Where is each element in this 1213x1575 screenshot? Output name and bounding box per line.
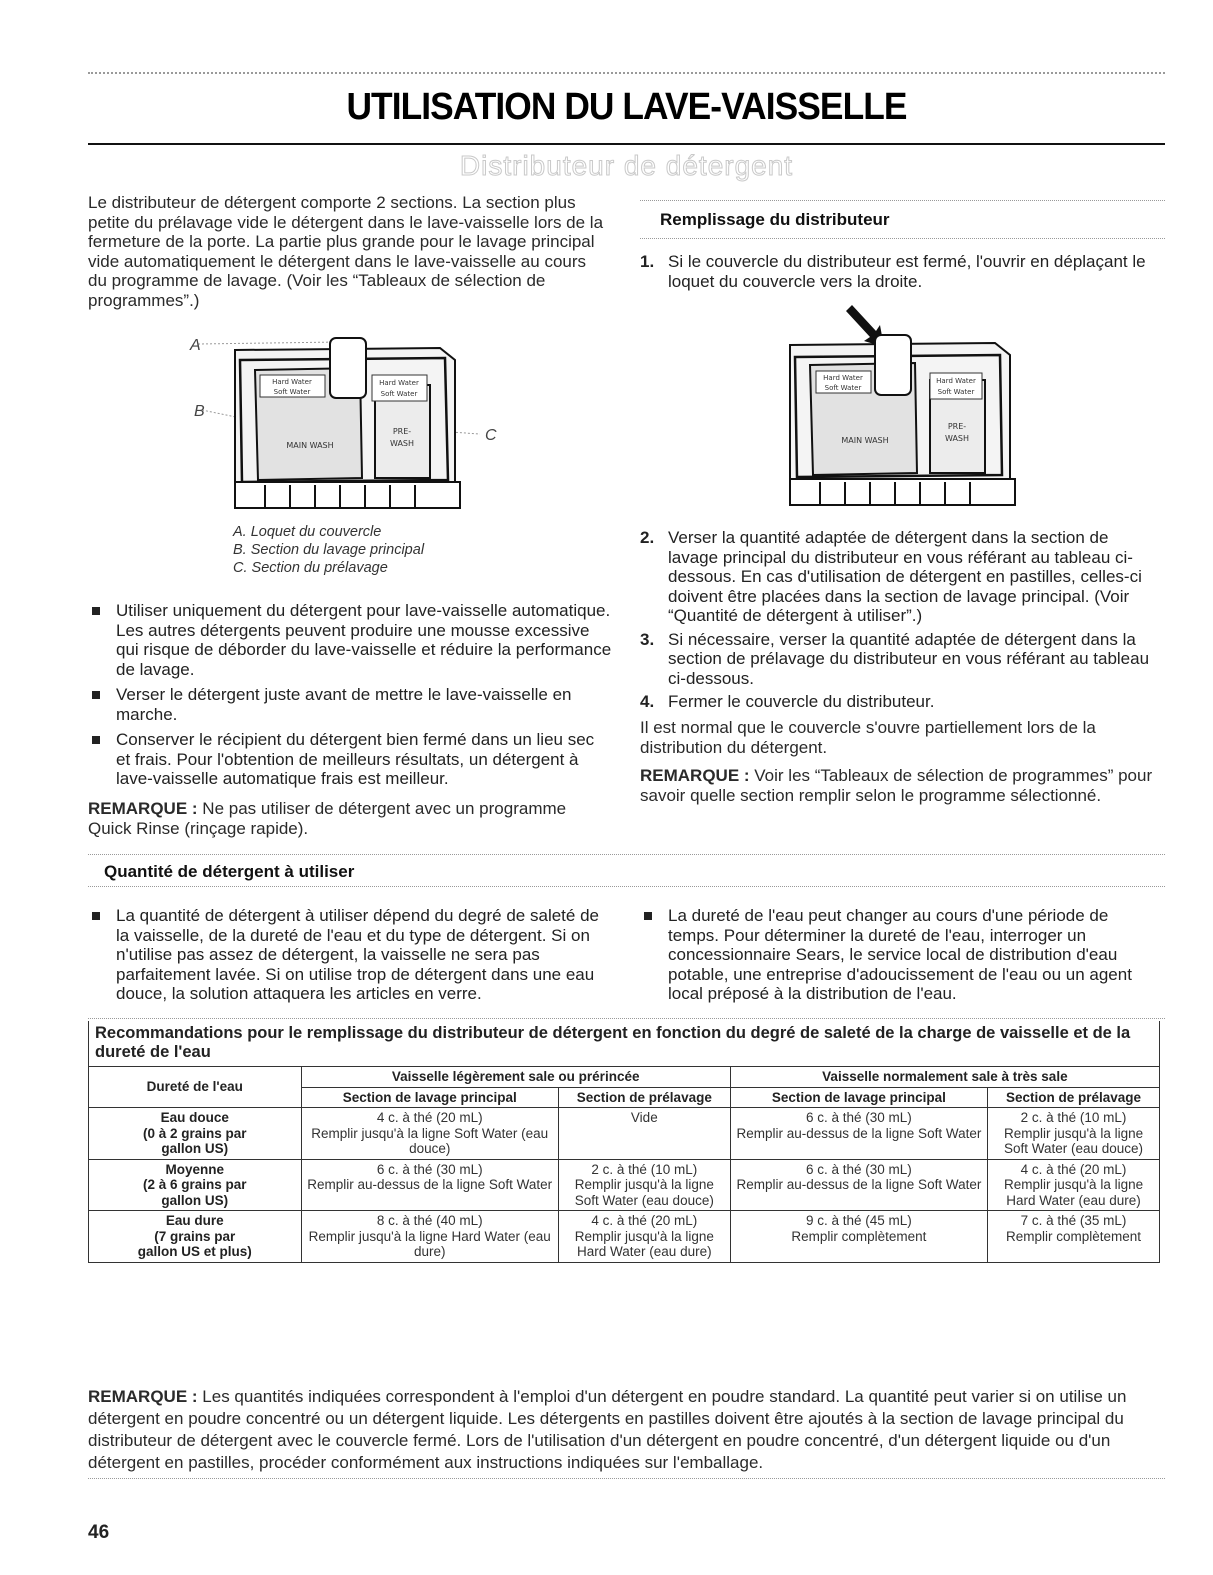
hard-water-label-d: Hard Water bbox=[936, 377, 976, 385]
soft-water-label-c: Soft Water bbox=[824, 384, 862, 392]
filling-step-2: 2. Verser la quantité adaptée de détergent dans la section de lavage principal du distributeur en vous référant au tableau ci-dessous. En cas d'utilisation de détergent en pastilles, celles-ci doivent être placées dans la section de lavage principal. (Voir “Quantité de détergent à utiliser”.) bbox=[640, 528, 1142, 625]
caption-b: B. Section du lavage principal bbox=[233, 542, 425, 558]
light-pre-cell: 2 c. à thé (10 mL) Remplir jusqu'à la ligne Soft Water (eau douce) bbox=[558, 1159, 730, 1211]
left-note-text: Ne pas utiliser de détergent avec un programme Quick Rinse (rinçage rapide). bbox=[88, 799, 567, 838]
quantity-bottom-divider bbox=[88, 886, 1165, 887]
bottom-note-label: REMARQUE : bbox=[88, 1387, 198, 1406]
normal-main-cell: 9 c. à thé (45 mL) Remplir complètement bbox=[730, 1211, 987, 1263]
light-main-cell: 6 c. à thé (30 mL) Remplir au-dessus de la ligne Soft Water bbox=[301, 1159, 558, 1211]
filling-after-text: Il est normal que le couvercle s'ouvre partiellement lors de la distribution du détergent. bbox=[640, 718, 1096, 757]
pre-label-right: PRE- bbox=[947, 422, 967, 431]
hard-water-label-b: Hard Water bbox=[379, 379, 419, 387]
caption-c: C. Section du prélavage bbox=[233, 560, 388, 576]
wash-label: WASH bbox=[389, 439, 415, 448]
filling-bottom-divider bbox=[640, 238, 1165, 239]
intro-paragraph: Le distributeur de détergent comporte 2 sections. La section plus petite du prélavage vide le détergent dans le lave-vaisselle lors de la fermeture de la porte. La partie plus grande pour le lavage principal vide automatiquement le détergent dans le lave-vaisselle au cours du programme de lavage. (Voir les “Tableaux de sélection de programmes”.) bbox=[88, 193, 604, 310]
left-bullet-3: Conserver le récipient du détergent bien fermé dans un lieu sec et frais. Pour l'obtention de meilleurs résultats, un détergent à lave-vaisselle automatique frais est meilleur. bbox=[88, 730, 613, 789]
soft-water-label-a: Soft Water bbox=[273, 388, 311, 396]
dispenser-illustration-right bbox=[780, 305, 1020, 520]
filling-heading: Remplissage du distributeur bbox=[660, 210, 890, 229]
quantity-right-list bbox=[640, 906, 1162, 1010]
filling-step-4: 4. Fermer le couvercle du distributeur. bbox=[640, 692, 935, 711]
callout-b: B bbox=[194, 403, 205, 420]
filling-top-divider bbox=[640, 200, 1165, 201]
left-bullet-list bbox=[88, 601, 613, 795]
left-bullet-1: Utiliser uniquement du détergent pour lave-vaisselle automatique. Les autres détergents peuvent produire une mousse excessive qui risque de déborder du lave-vaisselle et réduire la performance de lavage. bbox=[88, 601, 613, 679]
group-normal-header: Vaisselle normalement sale à très sale bbox=[730, 1067, 1159, 1088]
table-row bbox=[89, 1159, 1160, 1211]
soft-water-label-d: Soft Water bbox=[937, 388, 975, 396]
light-main-cell: 8 c. à thé (40 mL) Remplir jusqu'à la ligne Hard Water (eau dure) bbox=[301, 1211, 558, 1263]
figure-captions bbox=[233, 523, 533, 577]
filling-step-1: 1. Si le couvercle du distributeur est fermé, l'ouvrir en déplaçant le loquet du couvercle vers la droite. bbox=[640, 252, 1146, 291]
filling-note-label: REMARQUE : bbox=[640, 766, 750, 785]
filling-note bbox=[640, 766, 1160, 805]
main-wash-label: MAIN WASH bbox=[286, 441, 334, 450]
quantity-heading: Quantité de détergent à utiliser bbox=[104, 862, 355, 881]
table-top-divider bbox=[88, 1018, 1165, 1019]
dispenser-drawing-open bbox=[780, 305, 1020, 520]
recommendation-table bbox=[88, 1021, 1160, 1263]
group-light-header: Vaisselle légèrement sale ou prérincée bbox=[301, 1067, 730, 1088]
light-pre-cell: 4 c. à thé (20 mL) Remplir jusqu'à la ligne Hard Water (eau dure) bbox=[558, 1211, 730, 1263]
sub-normal-main-header: Section de lavage principal bbox=[730, 1087, 987, 1108]
col-hardness-header: Dureté de l'eau bbox=[89, 1067, 302, 1108]
left-note-label: REMARQUE : bbox=[88, 799, 198, 818]
normal-main-cell: 6 c. à thé (30 mL) Remplir au-dessus de la ligne Soft Water bbox=[730, 1159, 987, 1211]
callout-c: C bbox=[485, 427, 497, 444]
dispenser-drawing bbox=[180, 330, 510, 520]
filling-steps-list bbox=[640, 528, 1162, 716]
quantity-left-list bbox=[88, 906, 613, 1010]
main-wash-label-right: MAIN WASH bbox=[841, 436, 889, 445]
wash-label-right: WASH bbox=[944, 434, 970, 443]
quantity-bullet-right: La dureté de l'eau peut changer au cours d'une période de temps. Pour déterminer la dureté de l'eau, interroger un concessionnaire Sears, le service local de distribution d'eau potable, une entreprise d'adoucissement de l'eau ou un agent local préposé à la distribution de l'eau. bbox=[640, 906, 1162, 1004]
top-divider bbox=[88, 72, 1165, 74]
filling-step-1-list bbox=[640, 252, 1160, 295]
recommendation-table-wrap bbox=[88, 1021, 1160, 1263]
page-number: 46 bbox=[88, 1522, 110, 1543]
left-note bbox=[88, 799, 608, 838]
sub-normal-pre-header: Section de prélavage bbox=[988, 1087, 1160, 1108]
filling-step-3: 3. Si nécessaire, verser la quantité adaptée de détergent dans la section de prélavage du distributeur en vous référant au tableau ci-dessous. bbox=[640, 629, 1150, 688]
left-bullet-2: Verser le détergent juste avant de mettre le lave-vaisselle en marche. bbox=[88, 685, 613, 724]
normal-main-cell: 6 c. à thé (30 mL) Remplir au-dessus de la ligne Soft Water bbox=[730, 1108, 987, 1160]
bottom-divider bbox=[88, 1478, 1165, 1479]
sub-light-main-header: Section de lavage principal bbox=[301, 1087, 558, 1108]
normal-pre-cell: 4 c. à thé (20 mL) Remplir jusqu'à la ligne Hard Water (eau dure) bbox=[988, 1159, 1160, 1211]
normal-pre-cell: 2 c. à thé (10 mL) Remplir jusqu'à la ligne Soft Water (eau douce) bbox=[988, 1108, 1160, 1160]
hard-water-label-c: Hard Water bbox=[823, 374, 863, 382]
table-row bbox=[89, 1211, 1160, 1263]
pre-label: PRE- bbox=[392, 427, 412, 436]
hardness-cell: Moyenne (2 à 6 grains par gallon US) bbox=[89, 1159, 302, 1211]
title-rule bbox=[88, 143, 1165, 145]
quantity-bullet-left: La quantité de détergent à utiliser dépend du degré de saleté de la vaisselle, de la dureté de l'eau et du type de détergent. Si on n'utilise pas assez de détergent, la vaisselle ne sera pas parfaitement lavée. Si on utilise trop de détergent dans une eau douce, la solution attaquera les articles en verre. bbox=[88, 906, 613, 1004]
hardness-cell: Eau douce (0 à 2 grains par gallon US) bbox=[89, 1108, 302, 1160]
soft-water-label-b: Soft Water bbox=[380, 390, 418, 398]
light-main-cell: 4 c. à thé (20 mL) Remplir jusqu'à la ligne Soft Water (eau douce) bbox=[301, 1108, 558, 1160]
table-row bbox=[89, 1108, 1160, 1160]
normal-pre-cell: 7 c. à thé (35 mL) Remplir complètement bbox=[988, 1211, 1160, 1263]
dispenser-illustration-left bbox=[180, 330, 510, 520]
page-title: UTILISATION DU LAVE-VAISSELLE bbox=[346, 86, 907, 128]
hard-water-label-a: Hard Water bbox=[272, 378, 312, 386]
title-wrap bbox=[88, 86, 1165, 129]
quantity-top-divider bbox=[88, 854, 1165, 855]
callout-a: A bbox=[190, 337, 201, 354]
caption-a: A. Loquet du couvercle bbox=[233, 524, 382, 540]
light-pre-cell: Vide bbox=[558, 1108, 730, 1160]
bottom-note bbox=[88, 1386, 1165, 1474]
filling-note-text: Voir les “Tableaux de sélection de programmes” pour savoir quelle section remplir selon le programme sélectionné. bbox=[640, 766, 1153, 805]
table-caption: Recommandations pour le remplissage du distributeur de détergent en fonction du degré de saleté de la charge de vaisselle et de la dureté de l'eau bbox=[89, 1021, 1160, 1067]
hardness-cell: Eau dure (7 grains par gallon US et plus) bbox=[89, 1211, 302, 1263]
bottom-note-text: Les quantités indiquées correspondent à l'emploi d'un détergent en poudre standard. La quantité peut varier si on utilise un détergent en poudre concentré ou un détergent liquide. Les détergents en pastilles doivent être ajoutés à la section de lavage principal du distributeur de détergent avec le couvercle fermé. Lors de l'utilisation d'un détergent en poudre concentré, d'un détergent liquide ou d'un détergent en pastilles, procéder conformément aux instructions indiquées sur l'emballage. bbox=[88, 1387, 1127, 1472]
sub-light-pre-header: Section de prélavage bbox=[558, 1087, 730, 1108]
section-title: Distributeur de détergent bbox=[459, 150, 794, 181]
